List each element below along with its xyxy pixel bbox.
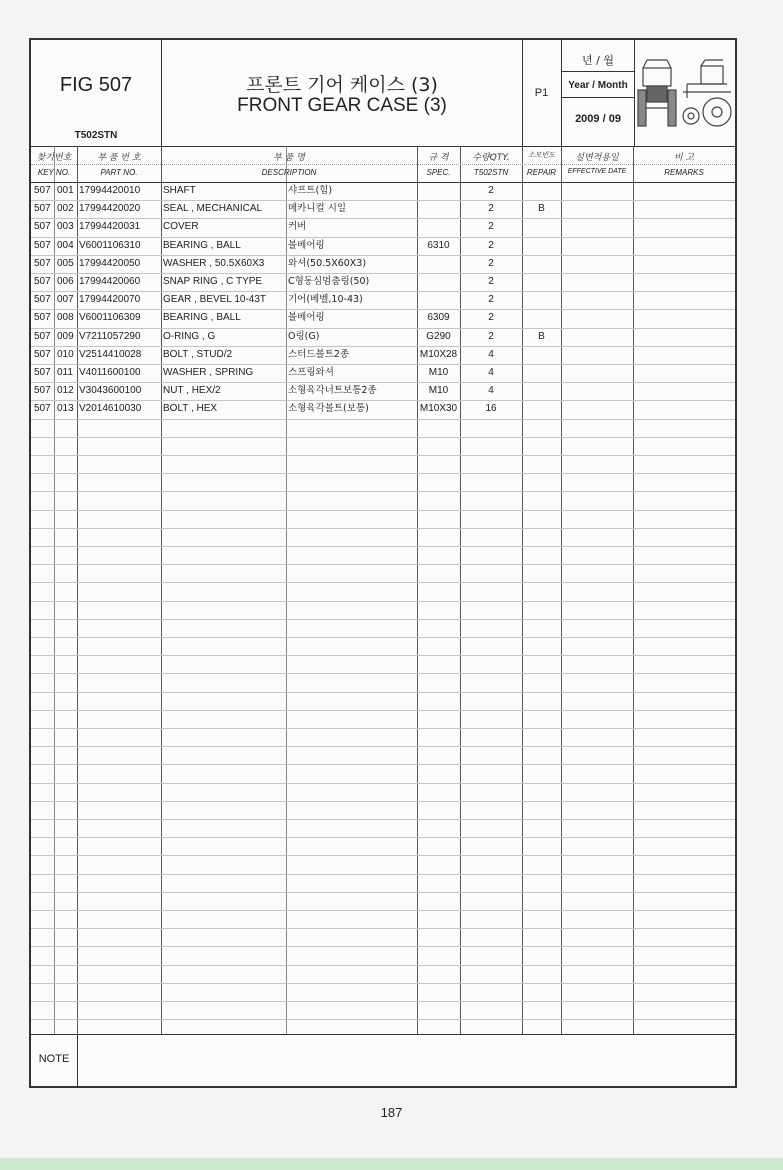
description-ko-cell: 볼베어링: [288, 239, 325, 251]
part-number-cell: V2014610030: [79, 403, 142, 415]
description-en-cell: BOLT , HEX: [163, 403, 218, 415]
fig-number-cell: 507: [34, 312, 51, 324]
description-en-cell: NUT , HEX/2: [163, 385, 221, 397]
description-en-cell: BEARING , BALL: [163, 312, 241, 324]
spec-cell: M10X28: [419, 348, 458, 360]
key-number-cell: 006: [57, 276, 74, 287]
description-ko-cell: 소형육각너트보통2종: [288, 385, 377, 397]
fig-number-cell: 507: [34, 403, 51, 415]
quantity-cell: 2: [488, 312, 494, 324]
col-key-en: KEY NO.: [37, 168, 71, 177]
part-number-cell: 17994420020: [79, 203, 141, 215]
description-ko-cell: 와셔(50.5X60X3): [288, 257, 367, 269]
description-en-cell: BOLT , STUD/2: [163, 348, 233, 360]
key-number-cell: 013: [57, 403, 74, 415]
col-remarks-ko: 비 고: [673, 153, 695, 163]
fig-number-cell: 507: [34, 185, 51, 196]
description-en-cell: O-RING , G: [163, 330, 216, 342]
col-key-ko: 찾기번호: [36, 153, 72, 163]
key-number-cell: 007: [57, 294, 74, 306]
key-number-cell: 009: [57, 330, 74, 342]
key-number-cell: 005: [57, 257, 74, 269]
key-number-cell: 002: [57, 203, 74, 215]
page-code: [522, 40, 561, 146]
quantity-cell: 2: [488, 221, 494, 233]
quantity-cell: 2: [488, 185, 494, 196]
quantity-cell: 2: [488, 330, 494, 342]
quantity-cell: 2: [488, 239, 494, 251]
quantity-cell: 2: [488, 276, 494, 287]
quantity-cell: 4: [488, 367, 494, 378]
col-qty-en: T502STN: [473, 168, 509, 177]
col-remarks-en: REMARKS: [664, 168, 704, 177]
description-en-cell: WASHER , SPRING: [163, 367, 254, 378]
description-ko-cell: 볼베어링: [288, 312, 325, 324]
model-name: T502STN: [74, 130, 118, 141]
parts-list-sheet: [29, 38, 737, 1088]
col-desc-ko: 부 품 명: [273, 153, 305, 163]
page-code-label: P1: [534, 87, 549, 99]
col-spec-ko: 규 격: [428, 153, 449, 163]
description-en-cell: SHAFT: [163, 185, 196, 196]
key-number-cell: 010: [57, 348, 74, 360]
col-part-en: PART NO.: [100, 168, 138, 177]
quantity-cell: 4: [488, 348, 494, 360]
fig-number-cell: 507: [34, 330, 51, 342]
description-ko-cell: 커버: [288, 221, 307, 233]
spec-cell: 6310: [427, 239, 450, 251]
fig-number-cell: 507: [34, 294, 51, 306]
key-number-cell: 003: [57, 221, 74, 233]
spec-cell: M10: [428, 385, 449, 397]
figure-box: [31, 40, 161, 146]
part-number-cell: V7211057290: [79, 330, 141, 342]
repair-cell: B: [538, 330, 545, 342]
key-number-cell: 011: [57, 367, 73, 378]
part-number-cell: V3043600100: [79, 385, 142, 397]
key-number-cell: 008: [57, 312, 74, 324]
description-ko-cell: C형동심멈춤링(50): [288, 276, 370, 287]
spec-cell: M10X30: [419, 403, 458, 415]
part-number-cell: 17994420070: [79, 294, 141, 306]
issue-date: 2009 / 09: [575, 113, 621, 125]
col-qty-ko: 수량QTY.: [472, 153, 510, 163]
parts-table: [31, 146, 735, 1034]
fig-number-cell: 507: [34, 203, 51, 215]
title-korean: 프론트 기어 케이스 (3): [246, 74, 438, 96]
description-ko-cell: 기어(베벨,10-43): [288, 294, 363, 306]
spec-cell: 6309: [427, 312, 450, 324]
fig-number-cell: 507: [34, 276, 51, 287]
description-ko-cell: 소형육각볼트(보통): [288, 403, 369, 415]
quantity-cell: 16: [485, 403, 497, 415]
description-en-cell: SEAL , MECHANICAL: [163, 203, 263, 215]
col-desc-en: DESCRIPTION: [261, 168, 317, 177]
quantity-cell: 2: [488, 294, 494, 306]
tractor-icon: [635, 40, 735, 146]
description-ko-cell: O링(G): [288, 330, 320, 342]
title-box: [162, 40, 522, 146]
description-ko-cell: 스프링와셔: [288, 367, 334, 378]
spec-cell: M10: [428, 367, 449, 378]
part-number-cell: V6001106310: [79, 239, 141, 251]
description-ko-cell: 샤프트(힘): [288, 185, 333, 196]
sheet-header: [31, 40, 735, 147]
part-number-cell: V6001106309: [79, 312, 141, 324]
year-month-box: [562, 40, 634, 146]
key-number-cell: 012: [57, 385, 74, 397]
col-repair-en: REPAIR: [526, 168, 557, 177]
description-ko-cell: 스터드볼트2종: [288, 348, 350, 360]
description-en-cell: BEARING , BALL: [163, 239, 241, 251]
figure-number: FIG 507: [59, 74, 133, 96]
quantity-cell: 2: [488, 257, 494, 269]
description-en-cell: SNAP RING , C TYPE: [163, 276, 263, 287]
fig-number-cell: 507: [34, 385, 51, 397]
quantity-cell: 2: [488, 203, 494, 215]
note-label: NOTE: [38, 1053, 70, 1065]
note-section: [31, 1034, 735, 1087]
fig-number-cell: 507: [34, 348, 51, 360]
year-month-english: Year / Month: [568, 80, 628, 91]
title-english: FRONT GEAR CASE (3): [237, 95, 447, 116]
col-spec-en: SPEC.: [426, 168, 451, 177]
part-number-cell: 17994420050: [79, 257, 141, 269]
part-number-cell: 17994420031: [79, 221, 141, 233]
year-month-korean: 년 / 월: [582, 54, 614, 67]
col-part-ko: 부 품 번 호: [97, 153, 141, 163]
description-ko-cell: 메카니컬 시일: [288, 203, 347, 215]
repair-cell: B: [538, 203, 545, 215]
description-en-cell: COVER: [163, 221, 199, 233]
description-en-cell: GEAR , BEVEL 10-43T: [163, 294, 267, 306]
key-number-cell: 004: [57, 239, 74, 251]
description-en-cell: WASHER , 50.5X60X3: [163, 257, 265, 269]
quantity-cell: 4: [488, 385, 494, 397]
part-number-cell: V2514410028: [79, 348, 142, 360]
part-number-cell: V4011600100: [79, 367, 141, 378]
part-number-cell: 17994420060: [79, 276, 141, 287]
col-repair-ko: 소모빈도: [527, 151, 556, 159]
col-effective-en: EFFECTIVE DATE: [567, 168, 627, 175]
fig-number-cell: 507: [34, 367, 51, 378]
part-number-cell: 17994420010: [79, 185, 141, 196]
fig-number-cell: 507: [34, 221, 51, 233]
fig-number-cell: 507: [34, 257, 51, 269]
spec-cell: G290: [426, 330, 451, 342]
col-effective-ko: 설변적용일: [575, 153, 619, 163]
key-number-cell: 001: [57, 185, 74, 196]
fig-number-cell: 507: [34, 239, 51, 251]
page-number: 187: [380, 1105, 403, 1120]
